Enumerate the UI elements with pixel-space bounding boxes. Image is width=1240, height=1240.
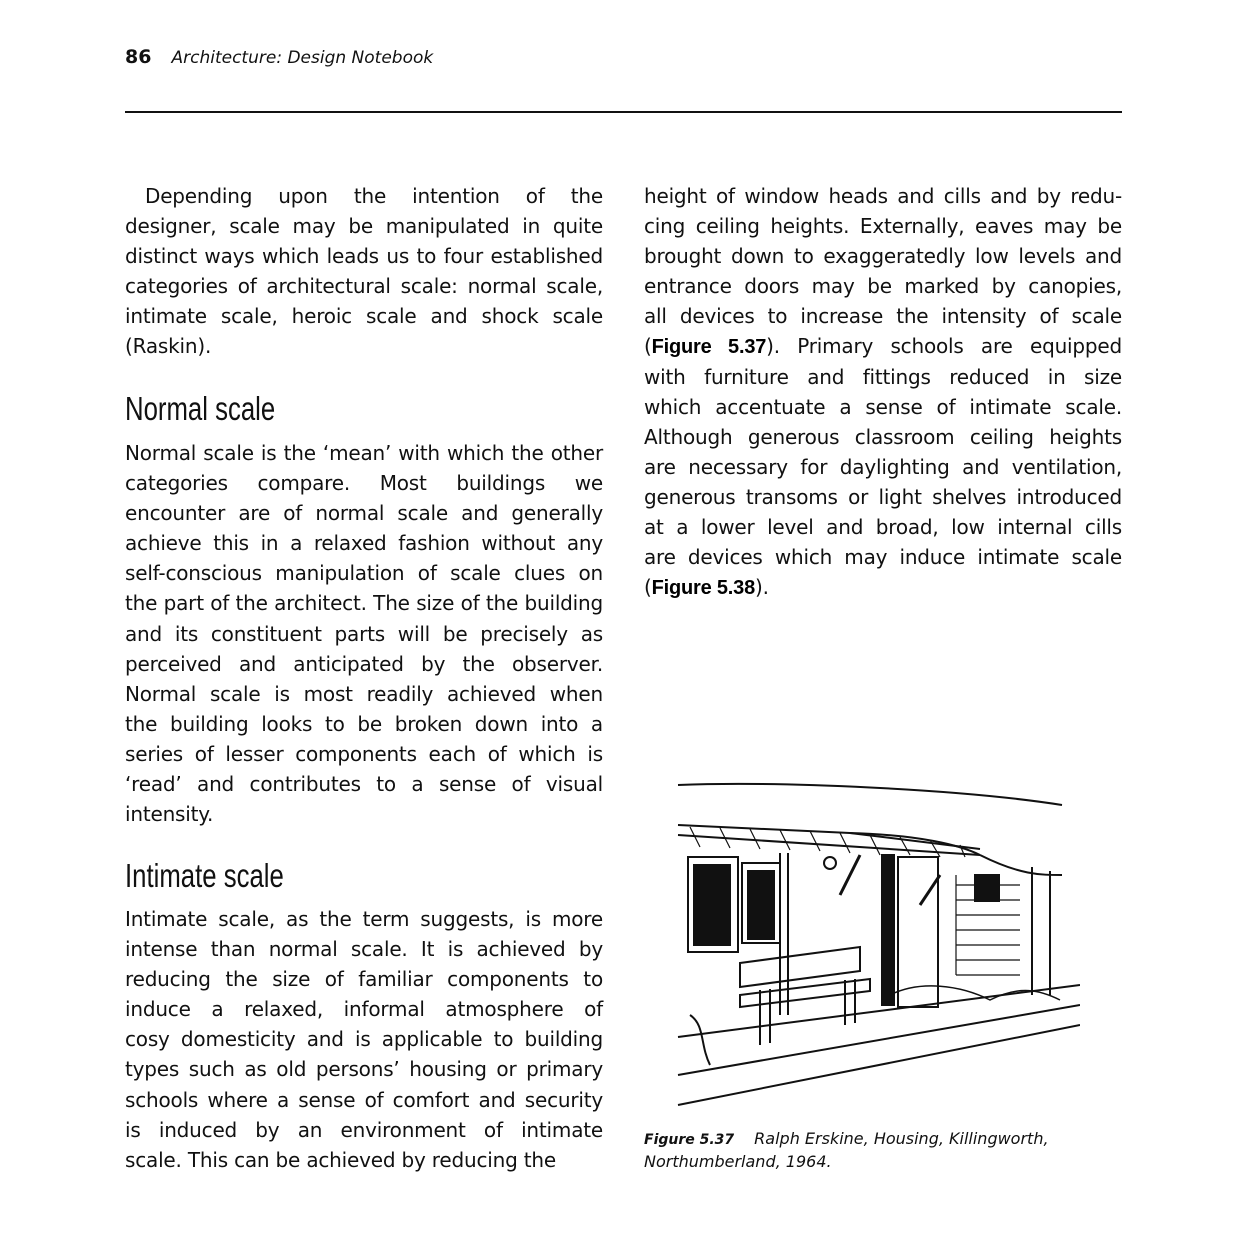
text-line [644, 482, 1122, 512]
text-line: is induced by an environment of intimate [125, 1117, 603, 1142]
intimate-scale-paragraph [125, 904, 603, 1175]
text-line: the building looks to be broken down into a [125, 711, 603, 736]
text-line: intimate scale, heroic scale and shock scale [125, 304, 603, 329]
figure-5-37-sketch [660, 775, 1080, 1115]
text-line: Depending upon the intention of the [145, 184, 603, 208]
text-line [644, 211, 1122, 241]
text-line: schools where a sense of comfort and security [125, 1087, 603, 1112]
text-line: intensity. [125, 802, 214, 827]
text-line: reducing the size of familiar components to [125, 967, 603, 992]
text-line [644, 512, 1122, 542]
text-line: categories of architectural scale: normal scale, [125, 274, 603, 299]
text-segment: are devices which may induce intimate scale [644, 545, 1122, 570]
text-segment: Although generous classroom ceiling heights [644, 424, 1122, 449]
caption-line-2: Northumberland, 1964. [644, 1152, 832, 1171]
text-line [644, 542, 1122, 572]
normal-scale-paragraph [125, 438, 603, 829]
text-line: categories compare. Most buildings we [125, 471, 603, 496]
text-line: perceived and anticipated by the observer. [125, 651, 603, 676]
text-line: achieve this in a relaxed fashion without any [125, 531, 603, 556]
text-line: types such as old persons’ housing or primary [125, 1057, 603, 1082]
text-line: series of lesser components each of which is [125, 741, 603, 766]
heading-normal-scale: Normal scale [125, 390, 276, 427]
heading-intimate-scale: Intimate scale [125, 857, 284, 894]
text-line: the part of the architect. The size of the building [125, 591, 603, 616]
text-segment: which accentuate a sense of intimate scale. [644, 394, 1122, 419]
text-line: distinct ways which leads us to four established [125, 244, 603, 269]
text-line [644, 181, 1122, 211]
text-line: encounter are of normal scale and generally [125, 501, 603, 526]
text-line [644, 572, 1122, 602]
figure-reference-link[interactable]: Figure 5.38 [651, 577, 756, 600]
figure-reference-link[interactable]: Figure 5.37 [651, 336, 767, 359]
text-segment: ). [755, 575, 769, 600]
header-rule [125, 111, 1122, 113]
text-segment: all devices to increase the intensity of scale [644, 304, 1122, 329]
text-line [644, 331, 1122, 361]
text-line: (Raskin). [125, 334, 212, 359]
text-line: induce a relaxed, informal atmosphere of [125, 997, 603, 1022]
text-line: designer, scale may be manipulated in quite [125, 214, 603, 239]
text-line: self-conscious manipulation of scale clues on [125, 561, 603, 586]
text-segment: brought down to exaggeratedly low levels and [644, 244, 1122, 269]
text-line [644, 452, 1122, 482]
text-line: ‘read’ and contributes to a sense of visual [125, 772, 603, 797]
text-line: cosy domesticity and is applicable to building [125, 1027, 603, 1052]
text-segment: generous transoms or light shelves introduced [644, 484, 1122, 509]
text-segment: cing ceiling heights. Externally, eaves may be [644, 214, 1122, 239]
text-line: scale. This can be achieved by reducing the [125, 1147, 556, 1172]
text-line [644, 362, 1122, 392]
text-line: intense than normal scale. It is achieved by [125, 937, 603, 962]
text-line: Intimate scale, as the term suggests, is more [125, 907, 603, 931]
text-line [644, 422, 1122, 452]
text-line [644, 301, 1122, 331]
running-header [125, 46, 433, 68]
text-segment: entrance doors may be marked by canopies, [644, 274, 1122, 299]
text-segment: ( [644, 575, 652, 600]
text-line [644, 392, 1122, 422]
text-line: and its constituent parts will be precisely as [125, 621, 603, 646]
text-segment: are necessary for daylighting and ventilation, [644, 454, 1122, 479]
text-segment: with furniture and fittings reduced in size [644, 364, 1122, 389]
text-line [644, 271, 1122, 301]
text-segment: at a lower level and broad, low internal cills [644, 515, 1122, 540]
text-segment: height of window heads and cills and by redu- [644, 184, 1122, 208]
intro-paragraph [125, 181, 603, 362]
figure-caption [644, 1128, 1049, 1173]
text-line: Normal scale is the ‘mean’ with which the other [125, 441, 603, 465]
text-line [644, 241, 1122, 271]
text-segment: ). Primary schools are equipped [766, 334, 1122, 359]
page-number: 86 [125, 46, 152, 68]
figure-label: Figure 5.37 [644, 1132, 735, 1148]
right-column-paragraph [644, 181, 1122, 602]
book-title: Architecture: Design Notebook [171, 48, 434, 68]
text-segment: ( [644, 334, 652, 359]
caption-line-1: Ralph Erskine, Housing, Killingworth, [754, 1129, 1049, 1148]
text-line: Normal scale is most readily achieved when [125, 681, 603, 706]
